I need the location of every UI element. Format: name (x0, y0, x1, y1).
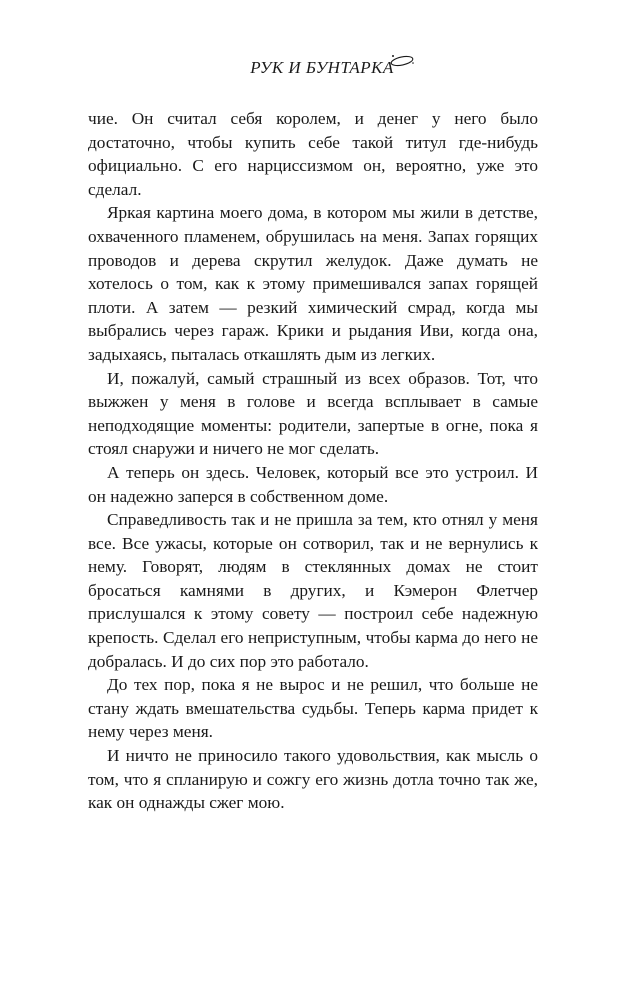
paragraph: И, пожалуй, самый страшный из всех образов. Тот, что выжжен у меня в голове и всегда всплывает в самые неподходящие моменты: родители, запертые в огне, пока я стоял снаружи и ничего не мог сделать. (88, 368, 538, 459)
body-text (88, 107, 538, 815)
paragraph: А теперь он здесь. Человек, который все это устроил. И он надежно заперся в собственном доме. (88, 462, 538, 506)
paragraph: Справедливость так и не пришла за тем, кто отнял у меня все. Все ужасы, которые он сотворил, так и не вернулись к нему. Говорят, людям в стеклянных домах не стоит бросаться камнями в других, и Кэмерон Флетчер прислушался к этому совету — построил себе надежную крепость. Сделал его неприступным, чтобы карма до него не добралась. И до сих пор это работало. (88, 510, 538, 671)
running-header (0, 58, 644, 78)
halo-ornament-icon (388, 50, 416, 70)
paragraph: Яркая картина моего дома, в котором мы жили в детстве, охваченного пламенем, обрушилась на меня. Запах горящих проводов и дерева скрутил желудок. Даже думать не хотелось о том, как к этому примешивался запах горящей плоти. А затем — резкий химический смрад, когда мы выбрались через гараж. Крики и рыдания Иви, когда она, задыхаясь, пыталась откашлять дым из легких. (88, 203, 538, 364)
running-header-title (250, 58, 394, 78)
paragraph: И ничто не приносило такого удовольствия, как мысль о том, что я спланирую и сожгу его жизнь дотла точно так же, как он однажды сжег мою. (88, 746, 538, 813)
running-header-text: РУК И БУНТАРКА (250, 58, 394, 77)
paragraph: чие. Он считал себя королем, и денег у него было достаточно, чтобы купить себе такой титул где-нибудь официально. С его нарциссизмом он, вероятно, уже это сделал. (88, 109, 538, 199)
paragraph: До тех пор, пока я не вырос и не решил, что больше не стану ждать вмешательства судьбы. Теперь карма придет к нему через меня. (88, 675, 538, 742)
